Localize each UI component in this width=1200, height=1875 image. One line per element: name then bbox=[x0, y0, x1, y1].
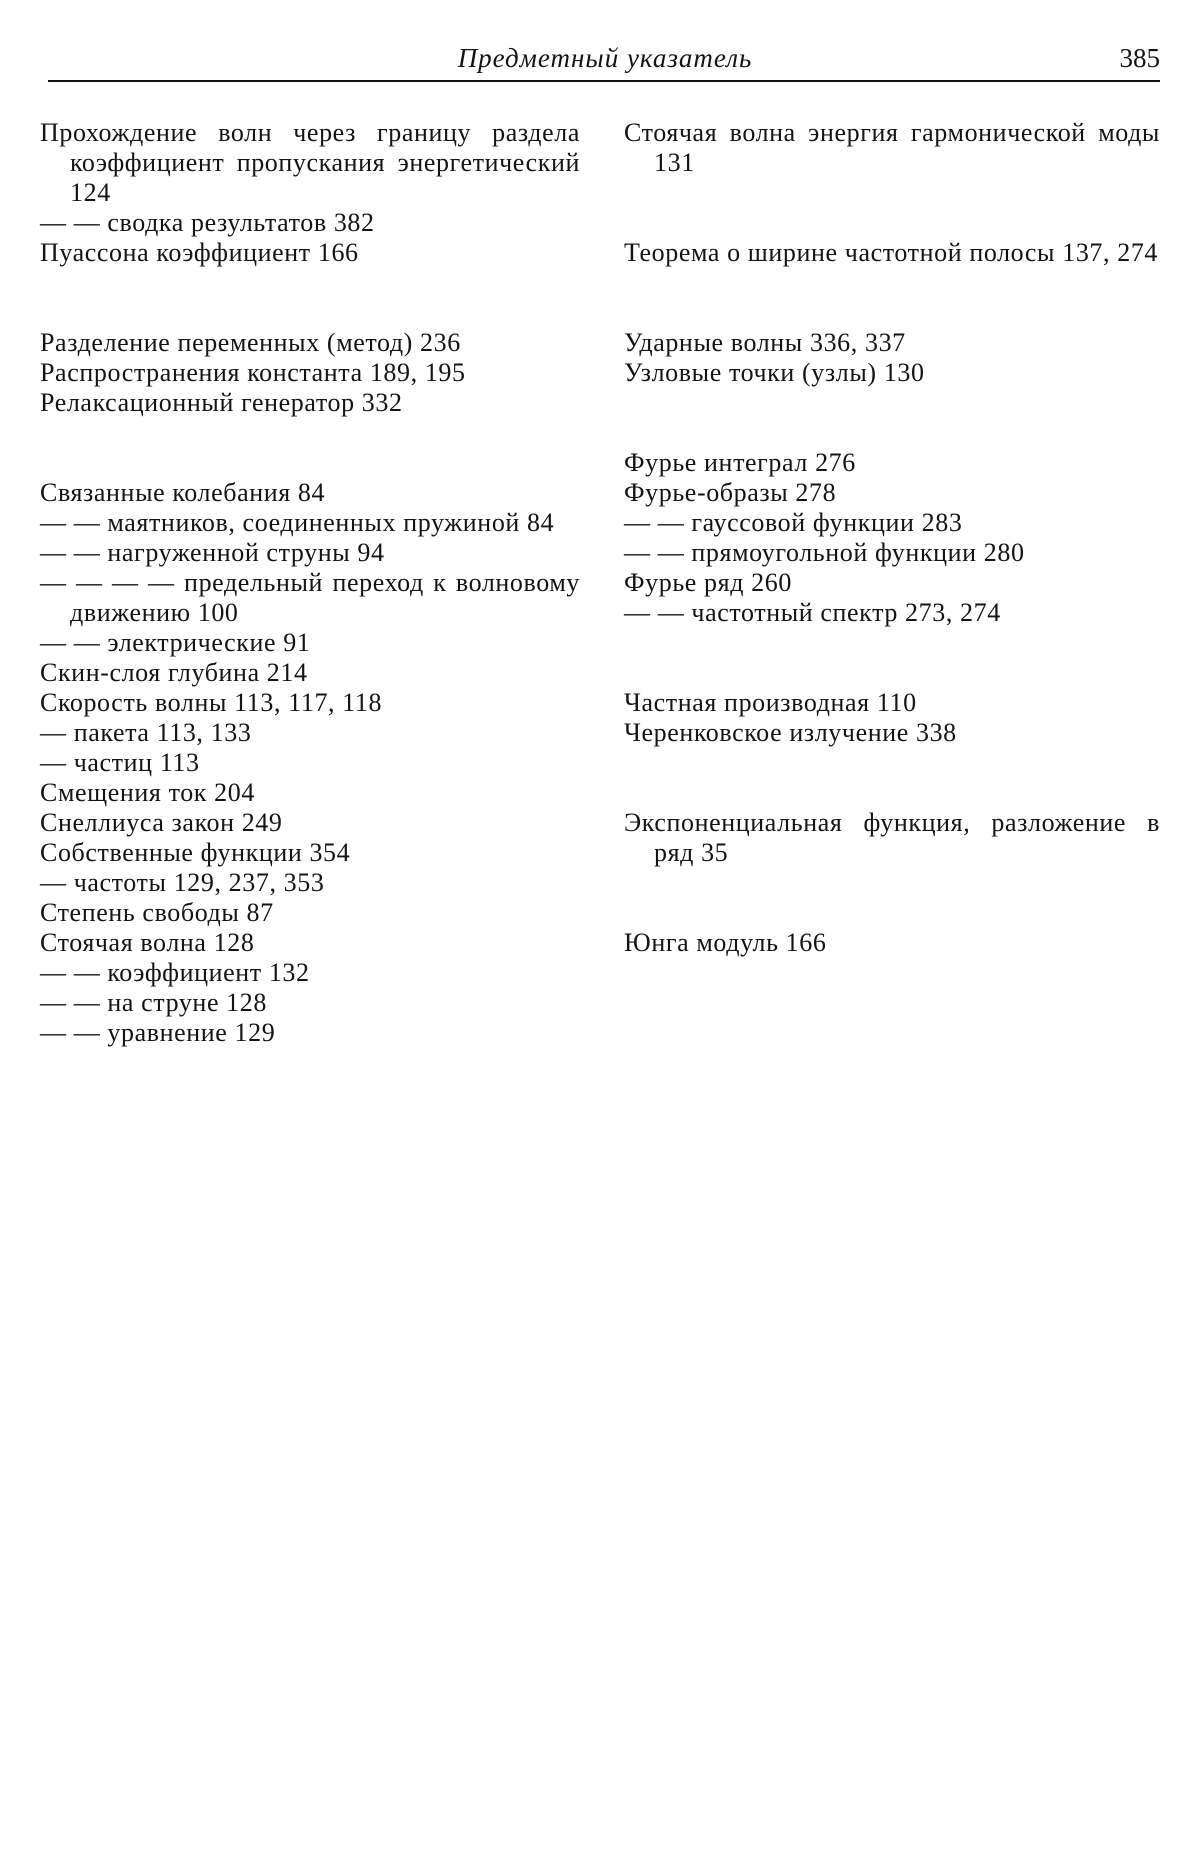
group-gap bbox=[40, 268, 580, 328]
index-entry: Черенковское излучение 338 bbox=[624, 718, 957, 747]
index-subentry: — частиц 113 bbox=[40, 748, 200, 777]
group-gap bbox=[624, 178, 1160, 238]
index-entry: Прохождение волн через границу раздела коэффициент пропускания энергетический 124 bbox=[40, 118, 580, 207]
index-entry: Собственные функции 354 bbox=[40, 838, 351, 867]
index-subentry: — — уравнение 129 bbox=[40, 1018, 276, 1047]
index-entry: Скорость волны 113, 117, 118 bbox=[40, 688, 383, 717]
page-number: 385 bbox=[1119, 43, 1160, 73]
group-gap bbox=[40, 418, 580, 478]
index-entry: Степень свободы 87 bbox=[40, 898, 274, 927]
index-subentry: — — гауссовой функции 283 bbox=[624, 508, 963, 537]
index-subentry: — — нагруженной струны 94 bbox=[40, 538, 385, 567]
index-subentry: — — на струне 128 bbox=[40, 988, 267, 1017]
index-entry: Фурье ряд 260 bbox=[624, 568, 792, 597]
index-entry: Распространения константа 189, 195 bbox=[40, 358, 466, 387]
index-entry: Фурье-образы 278 bbox=[624, 478, 837, 507]
index-subentry: — — частотный спектр 273, 274 bbox=[624, 598, 1001, 627]
index-column-left bbox=[40, 118, 580, 1048]
index-entry: Частная производная 110 bbox=[624, 688, 917, 717]
index-subentry: — — маятников, соединенных пружиной 84 bbox=[40, 508, 555, 537]
page-header bbox=[50, 38, 1160, 78]
index-entry: Узловые точки (узлы) 130 bbox=[624, 358, 925, 387]
index-entry: Связанные колебания 84 bbox=[40, 478, 326, 507]
group-gap bbox=[624, 388, 1160, 448]
index-entry: Теорема о ширине частотной полосы 137, 274 bbox=[624, 238, 1159, 267]
index-entry: Ударные волны 336, 337 bbox=[624, 328, 906, 357]
index-entry: Стоячая волна энергия гармонической моды 131 bbox=[624, 118, 1160, 177]
index-subentry: — частоты 129, 237, 353 bbox=[40, 868, 325, 897]
index-entry: Стоячая волна 128 bbox=[40, 928, 255, 957]
index-entry: Смещения ток 204 bbox=[40, 778, 255, 807]
index-entry: Снеллиуса закон 249 bbox=[40, 808, 283, 837]
running-title: Предметный указатель bbox=[457, 43, 753, 73]
index-entry: Релаксационный генератор 332 bbox=[40, 388, 403, 417]
index-column-right bbox=[624, 118, 1160, 958]
index-subentry: — — — — предельный переход к волновому движению 100 bbox=[40, 568, 580, 627]
index-entry: Фурье интеграл 276 bbox=[624, 448, 856, 477]
group-gap bbox=[624, 628, 1160, 688]
index-entry: Юнга модуль 166 bbox=[624, 928, 827, 957]
group-gap bbox=[624, 748, 1160, 808]
index-entry: Экспоненциальная функция, разложение в ряд 35 bbox=[624, 808, 1160, 867]
index-entry: Разделение переменных (метод) 236 bbox=[40, 328, 461, 357]
index-entry: Скин-слоя глубина 214 bbox=[40, 658, 308, 687]
index-subentry: — — прямоугольной функции 280 bbox=[624, 538, 1025, 567]
index-entry: Пуассона коэффициент 166 bbox=[40, 238, 359, 267]
group-gap bbox=[624, 868, 1160, 928]
header-rule bbox=[48, 80, 1160, 82]
index-subentry: — — сводка результатов 382 bbox=[40, 208, 375, 237]
index-subentry: — — коэффициент 132 bbox=[40, 958, 310, 987]
index-subentry: — пакета 113, 133 bbox=[40, 718, 252, 747]
group-gap bbox=[624, 268, 1160, 328]
index-subentry: — — электрические 91 bbox=[40, 628, 311, 657]
